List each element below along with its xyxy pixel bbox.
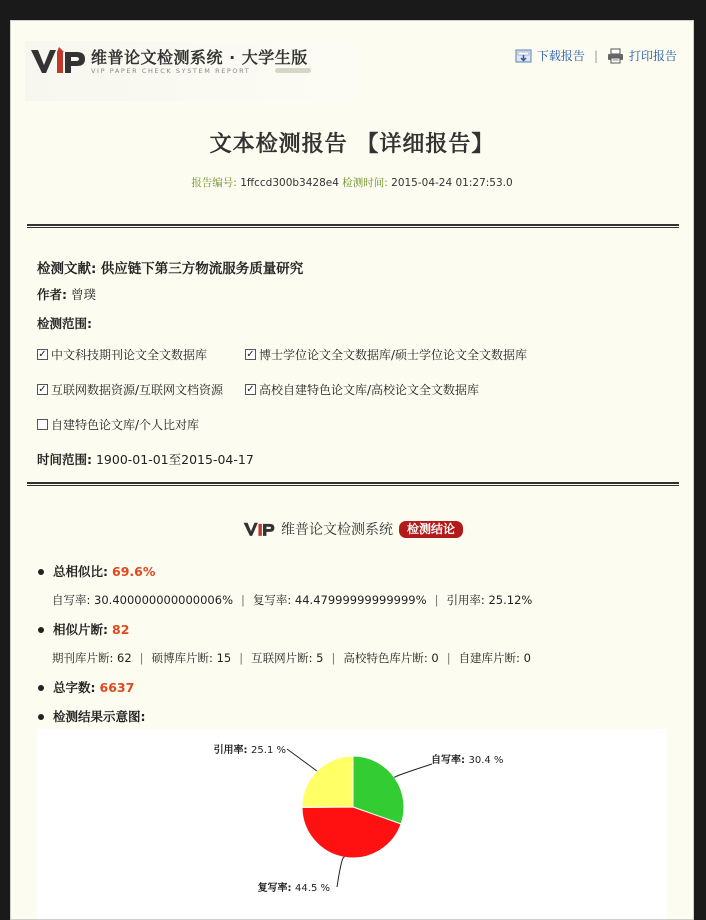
- scope-label-text: 中文科技期刊论文全文数据库: [51, 348, 208, 362]
- logo-title: 维普论文检测系统 · 大学生版: [91, 48, 308, 67]
- author-row: [37, 285, 96, 303]
- total-similarity-value: 69.6%: [112, 564, 156, 579]
- report-title: 文本检测报告 【详细报告】: [209, 132, 495, 157]
- rewrite-rate: 复写率: 44.47999999999999%: [252, 593, 427, 607]
- conclusion-badge: 检测结论: [399, 521, 463, 538]
- scope-label-text: 互联网数据资源/互联网文档资源: [51, 383, 224, 397]
- pie-label: 自写率: 30.4 %: [431, 755, 504, 766]
- total-words-value: 6637: [99, 680, 135, 695]
- bullet: [38, 569, 44, 575]
- author-value: 曾璞: [70, 287, 96, 302]
- scope-checkbox[interactable]: [245, 346, 527, 363]
- pie-slice: [302, 756, 353, 807]
- bullet: [38, 685, 44, 691]
- check-time-label: 检测时间:: [342, 177, 388, 189]
- rates-row: 自写率: 30.400000000000006% | 复写率: 44.47999999999999% | 引用率: 25.12%: [52, 593, 533, 607]
- checkbox-icon[interactable]: ✓: [246, 383, 255, 395]
- pie-chart: [37, 729, 667, 920]
- internet-fragments: 互联网片断: 5: [251, 651, 324, 665]
- report-id-value: 1ffccd300b3428e4: [240, 177, 339, 189]
- total-words-label: 总字数:: [53, 680, 96, 695]
- document-label: 检测文献:: [37, 261, 97, 277]
- checkbox-icon[interactable]: ✓: [38, 348, 47, 360]
- similar-fragments: [53, 620, 129, 638]
- similar-fragments-label: 相似片断:: [53, 622, 108, 637]
- report-meta: [11, 175, 693, 190]
- similar-fragments-value: 82: [112, 622, 130, 637]
- time-range-label: 时间范围:: [37, 452, 92, 467]
- scope-checkbox[interactable]: [245, 381, 479, 398]
- scope-checkbox[interactable]: [37, 346, 207, 363]
- vip-logo-icon: [241, 521, 277, 537]
- pie-label: 复写率: 44.5 %: [257, 883, 330, 894]
- custom-fragments: 自建库片断: 0: [458, 651, 531, 665]
- vip-logo-icon: [29, 47, 87, 75]
- pie-label-line: [394, 764, 432, 778]
- document-title: 供应链下第三方物流服务质量研究: [100, 261, 304, 277]
- checkbox-icon[interactable]: ✓: [38, 383, 47, 395]
- checkbox-icon[interactable]: [37, 419, 48, 430]
- report-id-label: 报告编号:: [191, 177, 237, 189]
- result-chart: [37, 729, 667, 920]
- print-report-link[interactable]: [607, 47, 677, 64]
- time-range-row: [37, 450, 254, 468]
- journal-fragments: 期刊库片断: 62: [52, 651, 132, 665]
- scope-label-text: 高校自建特色论文库/高校论文全文数据库: [259, 383, 480, 397]
- logo-block: [25, 41, 355, 101]
- scope-label-text: 自建特色论文库/个人比对库: [51, 418, 200, 432]
- university-fragments: 高校特色库片断: 0: [343, 651, 439, 665]
- report-toolbar: [515, 47, 677, 64]
- pie-label: 引用率: 25.1 %: [213, 745, 286, 756]
- scope-checkbox[interactable]: [37, 381, 223, 398]
- conclusion-header: [11, 519, 693, 539]
- pie-label-line: [337, 857, 345, 887]
- author-label: 作者:: [37, 287, 67, 302]
- toolbar-separator: |: [593, 48, 598, 63]
- pie-label-line: [287, 749, 317, 771]
- logo-subtitle: VIP PAPER CHECK SYSTEM REPORT: [91, 67, 251, 75]
- check-time-value: 2015-04-24 01:27:53.0: [391, 177, 513, 189]
- logo-bar: [275, 68, 311, 73]
- download-report-link[interactable]: [515, 47, 585, 64]
- time-range-value: 1900-01-01至2015-04-17: [95, 452, 254, 467]
- scope-checkbox[interactable]: [37, 416, 199, 433]
- bullet: [38, 627, 44, 633]
- printer-icon: [607, 48, 624, 64]
- print-label: 打印报告: [628, 49, 677, 63]
- fragments-row: 期刊库片断: 62 | 硕博库片断: 15 | 互联网片断: 5 | 高校特色库片断: 0 | 自建库片断: 0: [52, 651, 531, 665]
- report-page: [10, 20, 694, 920]
- total-words: [53, 678, 134, 696]
- citation-rate: 引用率: 25.12%: [446, 593, 533, 607]
- download-icon: [515, 48, 532, 64]
- divider: [27, 224, 679, 228]
- checkbox-icon[interactable]: ✓: [246, 348, 255, 360]
- thesis-fragments: 硕博库片断: 15: [151, 651, 232, 665]
- divider: [27, 482, 679, 486]
- total-similarity: [53, 562, 155, 580]
- scope-row: [37, 314, 92, 332]
- scope-label: 检测范围:: [37, 316, 92, 331]
- bullet: [38, 714, 44, 720]
- chart-heading: 检测结果示意图:: [53, 709, 146, 724]
- total-similarity-label: 总相似比:: [53, 564, 108, 579]
- download-label: 下载报告: [536, 49, 585, 63]
- conclusion-brand: 维普论文检测系统: [280, 522, 393, 538]
- document-row: [37, 257, 303, 277]
- self-write-rate: 自写率: 30.400000000000006%: [52, 593, 233, 607]
- scope-label-text: 博士学位论文全文数据库/硕士学位论文全文数据库: [259, 348, 528, 362]
